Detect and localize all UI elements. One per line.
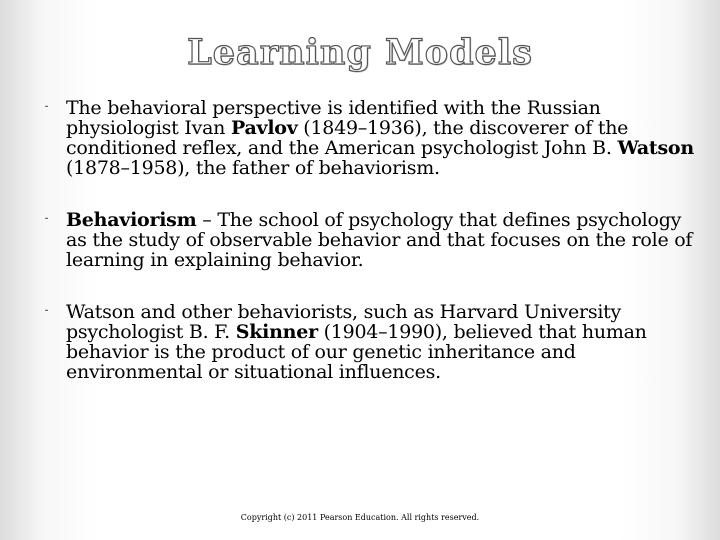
name-watson: Watson [617,137,694,159]
bullet-text: (1878–1958), the father of behaviorism. [66,157,440,179]
bullet-text: – The school of psychology that defines psychology as the study of observable behavior and that focuses on the role of learning in explaining behavior. [66,209,693,271]
bullet-behaviorism-definition [44,210,694,270]
bullet-marker-icon: ⁃ [44,306,49,317]
name-skinner: Skinner [235,321,318,343]
bullet-skinner [44,302,694,382]
name-pavlov: Pavlov [230,117,298,139]
term-behaviorism: Behaviorism [66,209,197,231]
bullet-text: (1904–1990), believed that human behavior is the product of our genetic inheritance and environmental or situational influences. [66,321,647,383]
bullet-list [44,98,694,414]
bullet-pavlov-watson [44,98,694,178]
bullet-marker-icon: ⁃ [44,102,49,113]
bullet-text: The behavioral perspective is identified with the Russian physiologist Ivan [66,97,601,139]
copyright-footer: Copyright (c) 2011 Pearson Education. All rights reserved. [240,513,480,522]
bullet-text: (1849–1936), the discoverer of the conditioned reflex, and the American psychologist John B. [66,117,629,159]
bullet-text: Watson and other behaviorists, such as Harvard University psychologist B. F. [66,301,622,343]
bullet-marker-icon: ⁃ [44,214,49,225]
slide-title: Learning Models [187,32,533,73]
